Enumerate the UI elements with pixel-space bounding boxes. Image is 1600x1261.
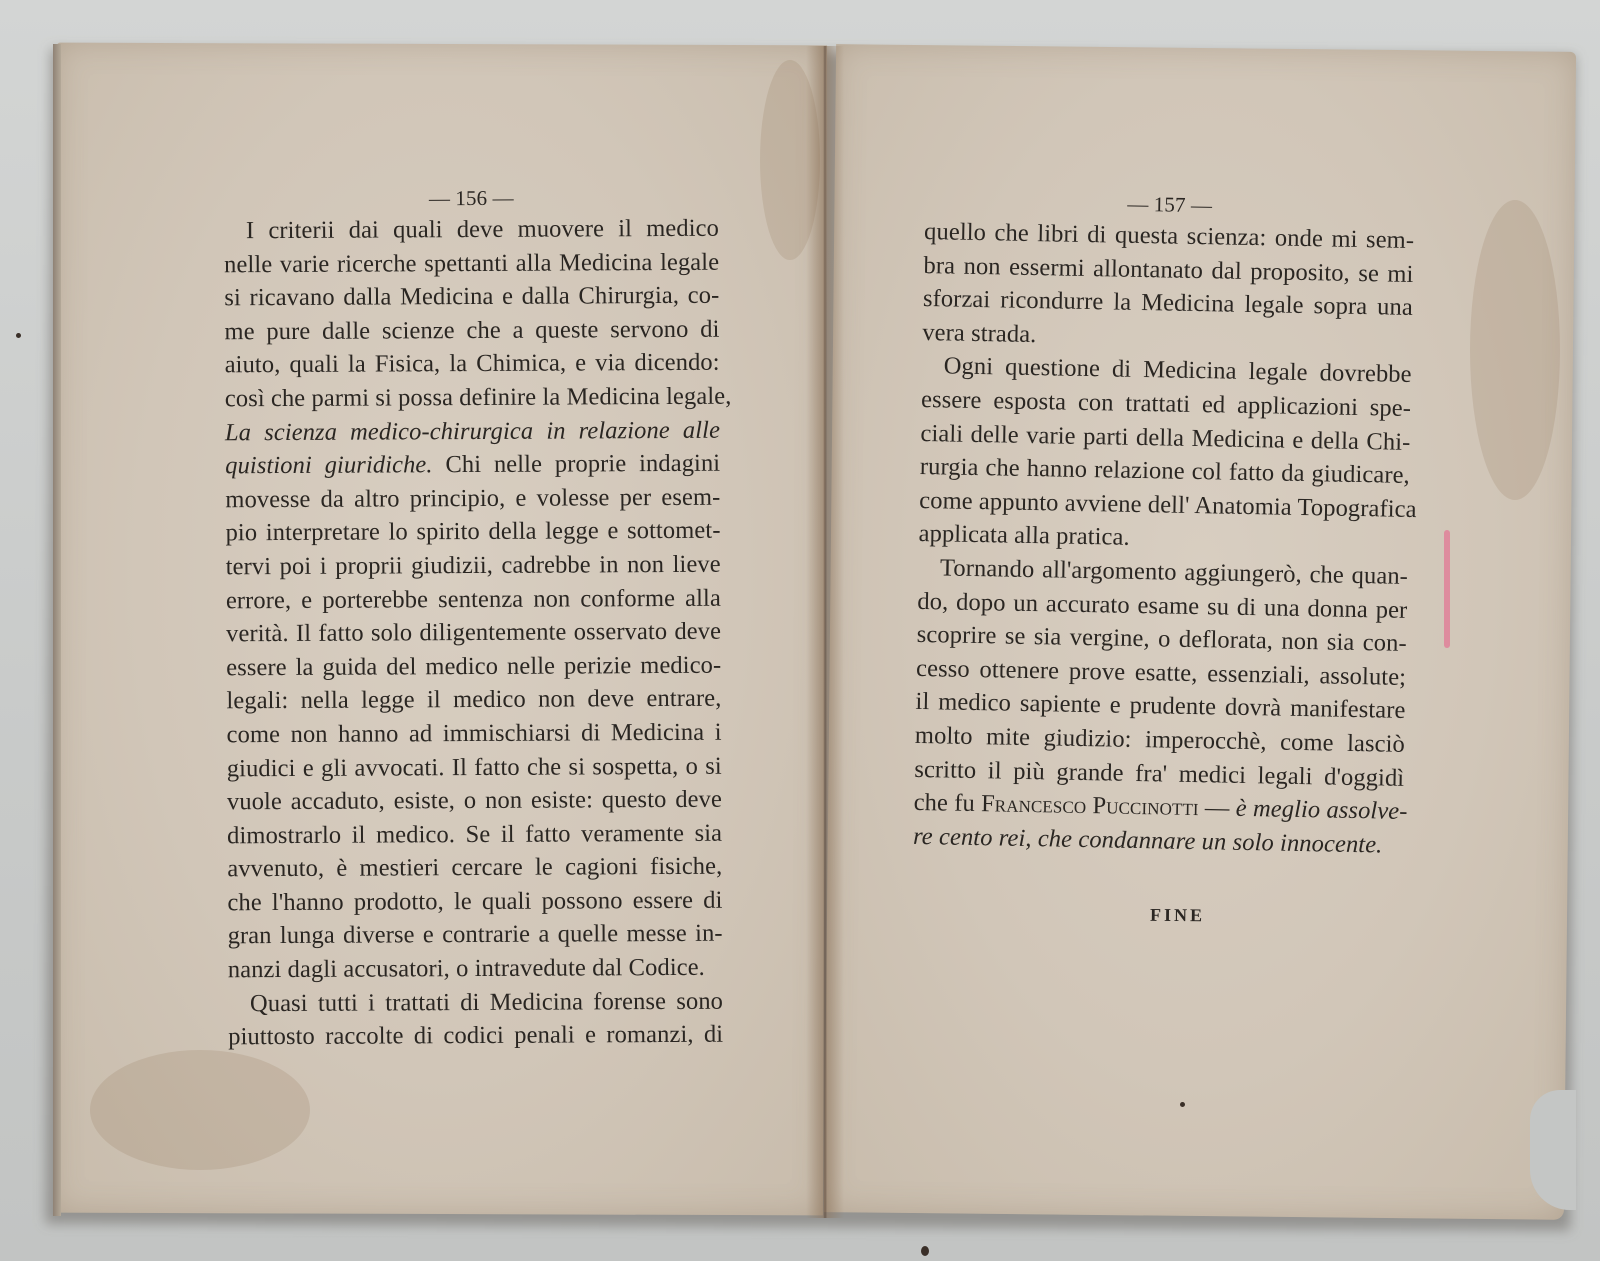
text-line: nanzi dagli accusatori, o intravedute dal Codice.: [227, 953, 705, 984]
text-line: rurgia che hanno relazione col fatto da giudicare,: [919, 453, 1411, 490]
text-line: nelle varie ricerche spettanti alla Medicina legale: [224, 248, 720, 278]
text-line: ciali delle varie parti della Medicina e della Chi-: [920, 419, 1411, 456]
text-line: molto mite giudizio: imperocchè, come lasciò: [914, 721, 1406, 758]
text-line: Tornando all'argomento aggiungerò, che quan-: [939, 554, 1409, 590]
text-line: scritto il più grande fra' medici legali d'oggidì: [914, 755, 1405, 792]
text-run: Chi nelle proprie indagini: [432, 449, 721, 479]
dust-speck: [921, 1246, 929, 1256]
pink-pencil-mark: [1444, 530, 1450, 648]
text-line: il medico sapiente e prudente dovrà manifestare: [915, 688, 1406, 725]
text-line: re cento rei, che condannare un solo innocente.: [912, 822, 1383, 859]
paper-stain: [1470, 200, 1560, 500]
page-number-157: — 157 —: [1127, 191, 1213, 218]
text-line: come appunto avviene dell' Anatomia Topografica: [919, 486, 1417, 523]
author-name: Francesco Puccinotti: [980, 790, 1199, 822]
text-line: piuttosto raccolte di codici penali e romanzi, di: [228, 1020, 724, 1051]
paper-stain: [90, 1050, 310, 1170]
text-line: vuole accaduto, esiste, o non esiste: questo deve: [226, 785, 723, 816]
text-line: bra non essermi allontanato dal proposito, se mi: [923, 251, 1414, 288]
dust-speck: [16, 333, 21, 338]
text-line: essere la guida del medico nelle perizie medico-: [226, 651, 722, 682]
definition-italic: quistioni giuridiche.: [225, 451, 433, 480]
text-line: pio interpretare lo spirito della legge e sottomet-: [225, 517, 721, 547]
text-line: quello che libri di questa scienza: onde mi sem-: [923, 217, 1415, 254]
text-line: cesso ottenere prove esatte, essenziali, assolute;: [915, 654, 1407, 691]
text-line: applicata alla pratica.: [918, 520, 1130, 552]
text-line: come non hanno ad immischiarsi di Medicina i: [226, 718, 722, 749]
text-line: I criterii dai quali deve muovere il medico: [245, 214, 720, 245]
text-line: errore, e porterebbe sentenza non conforme alla: [225, 584, 721, 614]
text-line: che l'hanno prodotto, le quali possono essere di: [227, 886, 723, 917]
text-line: movesse da altro principio, e volesse per esem-: [225, 483, 721, 514]
text-line: La scienza medico-chirurgica in relazione alle: [224, 416, 721, 446]
text-line: dimostrarlo il medico. Se il fatto veramente sia: [227, 819, 723, 849]
text-line: Quasi tutti i trattati di Medicina forense sono: [249, 987, 724, 1017]
text-line: giudici e gli avvocati. Il fatto che si sospetta, o si: [226, 752, 722, 782]
text-line: [225, 447, 720, 483]
dust-speck: [1180, 1102, 1185, 1107]
text-line: vera strada.: [922, 318, 1037, 348]
text-line: verità. Il fatto solo diligentemente osservato deve: [226, 617, 722, 648]
left-page-text: [224, 184, 732, 1054]
paper-stain: [760, 60, 820, 260]
text-line: me pure dalle scienze che a queste servono di: [224, 315, 720, 346]
text-line: essere esposta con trattati ed applicazioni spe-: [920, 385, 1412, 422]
torn-page-corner: [1530, 1090, 1576, 1210]
text-line: aiuto, quali la Fisica, la Chimica, e via dicendo:: [224, 349, 720, 379]
em-dash: —: [1198, 794, 1237, 822]
text-line: avvenuto, è mestieri cercare le cagioni fisiche,: [227, 852, 723, 883]
page-number-156: — 156 —: [428, 185, 514, 211]
text-line: do, dopo un accurato esame su di una donna per: [917, 587, 1408, 624]
text-line: sforzai ricondurre la Medicina legale sopra una: [922, 285, 1414, 322]
quote-italic: è meglio assolve-: [1235, 794, 1408, 826]
text-line: tervi poi i proprii giudizii, cadrebbe in non lieve: [225, 550, 721, 581]
right-page-text: [913, 187, 1415, 862]
text-line: Ogni questione di Medicina legale dovrebbe: [943, 352, 1412, 389]
book-cover-edge: [53, 44, 61, 1216]
text-line: scoprire se sia vergine, o deflorata, non sia con-: [916, 621, 1407, 658]
text-line: gran lunga diverse e contrarie a quelle messe in-: [227, 920, 723, 950]
text-run: che fu: [913, 788, 976, 818]
end-marker: FINE: [1149, 904, 1206, 926]
text-line: si ricavano dalla Medicina e dalla Chirurgia, co-: [224, 281, 720, 312]
text-line: legali: nella legge il medico non deve entrare,: [226, 685, 722, 715]
text-line: così che parmi si possa definire la Medicina legale,: [224, 382, 732, 413]
